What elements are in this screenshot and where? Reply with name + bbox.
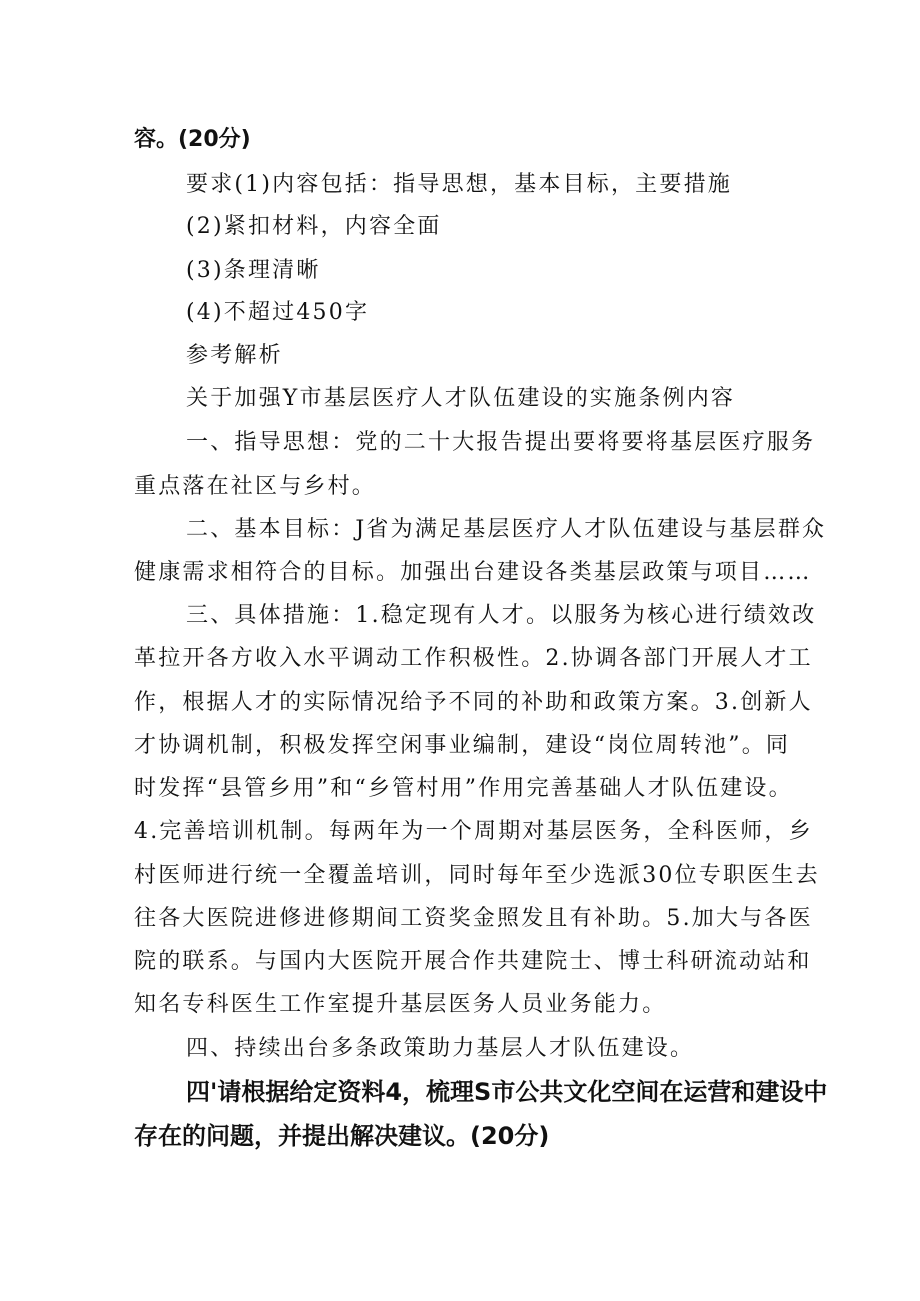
paragraph-line: 知名专科医生工作室提升基层医务人员业务能力。 — [134, 992, 667, 1017]
paragraph-line: 一、指导思想：党的二十大报告提出要将要将基层医疗服务 — [186, 430, 816, 455]
paragraph-line: 4.完善培训机制。每两年为一个周期对基层医务，全科医师，乡 — [134, 819, 813, 844]
paragraph-line: 村医师进行统一全覆盖培训，同时每年至少选派30位专职医生去 — [134, 863, 820, 888]
paragraph-line: 健康需求相符合的目标。加强出台建设各类基层政策与项目…… — [134, 560, 812, 585]
requirement-3: (3)条理清晰 — [186, 258, 321, 283]
answer-title: 关于加强Y市基层医疗人才队伍建设的实施条例内容 — [186, 386, 736, 411]
reference-heading: 参考解析 — [186, 343, 283, 368]
paragraph-line: 才协调机制，积极发挥空闲事业编制，建设“岗位周转池”。同 — [134, 733, 791, 758]
paragraph-line: 往各大医院进修进修期间工资奖金照发且有补助。5.加大与各医 — [134, 906, 813, 931]
requirement-1: 要求(1)内容包括：指导思想，基本目标，主要措施 — [186, 172, 732, 197]
question-line: 四'请根据给定资料4，梳理S市公共文化空间在运营和建设中 — [186, 1078, 828, 1106]
requirement-4: (4)不超过450字 — [186, 300, 370, 325]
requirement-2: (2)紧扣材料，内容全面 — [186, 214, 442, 239]
paragraph-line: 二、基本目标：J省为满足基层医疗人才队伍建设与基层群众 — [186, 517, 827, 542]
paragraph-line: 院的联系。与国内大医院开展合作共建院士、博士科研流动站和 — [134, 949, 812, 974]
paragraph-line: 三、具体措施：1.稳定现有人才。以服务为核心进行绩效改 — [186, 603, 817, 628]
paragraph-line: 重点落在社区与乡村。 — [134, 474, 377, 499]
paragraph-line: 四、持续出台多条政策助力基层人才队伍建设。 — [186, 1036, 695, 1061]
question-tail-line: 容。(20分) — [134, 127, 251, 152]
paragraph-line: 革拉开各方收入水平调动工作积极性。2.协调各部门开展人才工 — [134, 646, 813, 671]
paragraph-line: 作，根据人才的实际情况给予不同的补助和政策方案。3.创新人 — [134, 690, 813, 715]
paragraph-line: 时发挥“县管乡用”和“乡管村用”作用完善基础人才队伍建设。 — [134, 776, 793, 801]
question-line: 存在的问题，并提出解决建议。(20分) — [134, 1122, 550, 1150]
